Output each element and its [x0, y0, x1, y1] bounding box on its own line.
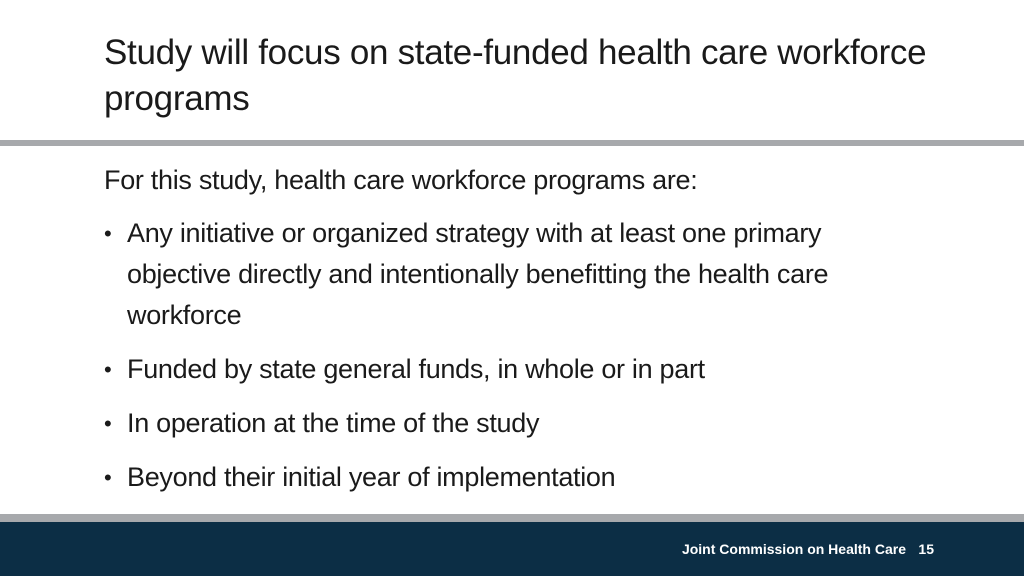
- footer-bar: [0, 522, 1024, 576]
- footer-divider: [0, 514, 1024, 522]
- footer-organization: Joint Commission on Health Care: [681, 541, 906, 557]
- bullet-item-operation: [104, 403, 924, 444]
- bullet-text: Beyond their initial year of implementation: [127, 462, 616, 492]
- bullet-icon: •: [104, 465, 112, 490]
- title-divider: [0, 140, 1024, 146]
- bullet-list: [104, 213, 924, 511]
- bullet-text: In operation at the time of the study: [127, 408, 540, 438]
- bullet-icon: •: [104, 411, 112, 436]
- bullet-item-implementation: [104, 457, 924, 498]
- bullet-item-funding: [104, 349, 924, 390]
- intro-text: For this study, health care workforce programs are:: [104, 165, 698, 195]
- slide-title: Study will focus on state-funded health care workforce programs: [104, 33, 927, 118]
- bullet-item-initiative: [104, 213, 924, 336]
- page-number: 15: [918, 541, 934, 557]
- bullet-icon: •: [104, 357, 112, 382]
- bullet-text: Funded by state general funds, in whole or in part: [127, 354, 705, 384]
- bullet-icon: •: [104, 221, 112, 246]
- bullet-text: Any initiative or organized strategy with at least one primary objective directly and intentionally benefitting the health care workforce: [127, 218, 829, 330]
